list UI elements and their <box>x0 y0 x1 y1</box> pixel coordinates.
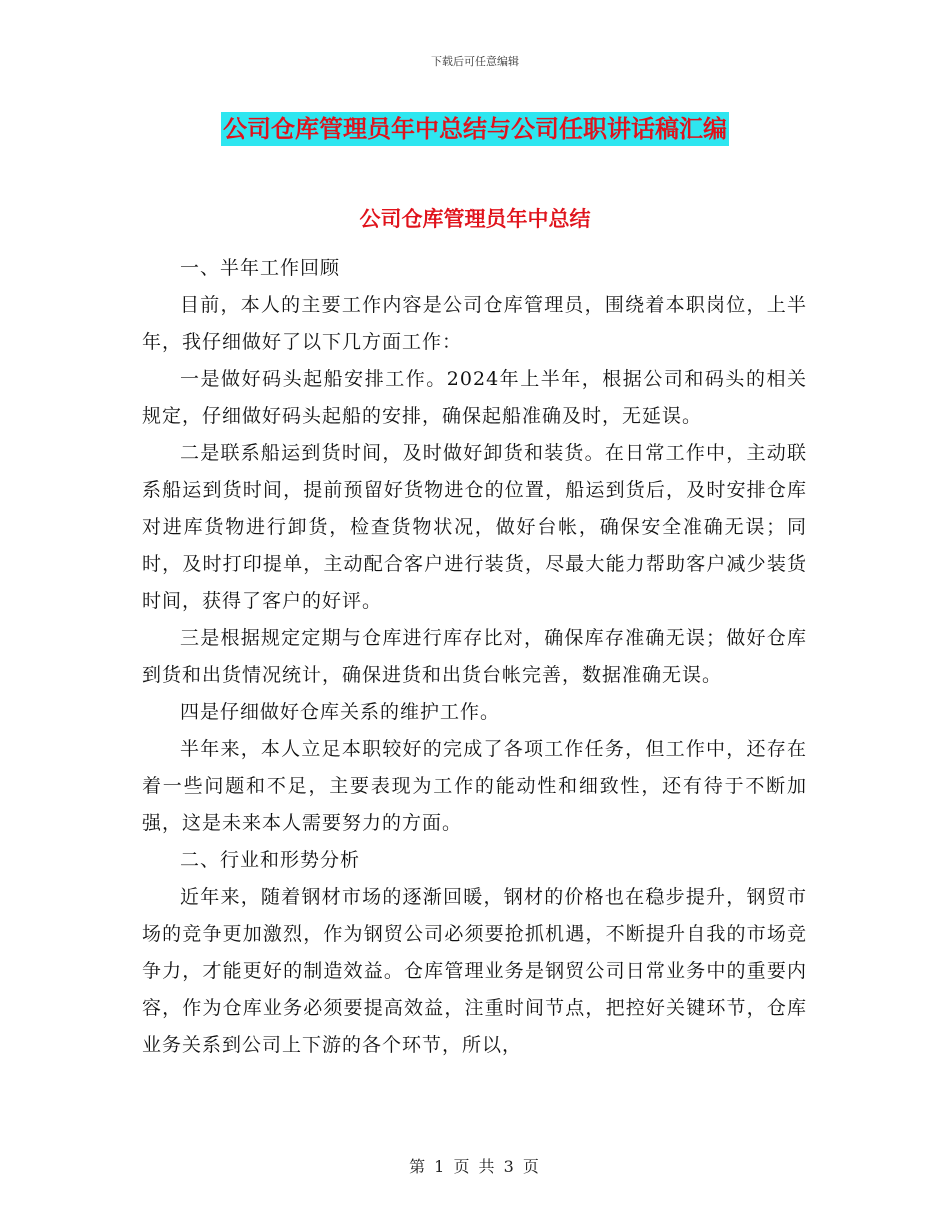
paragraph: 二是联系船运到货时间，及时做好卸货和装货。在日常工作中，主动联系船运到货时间，提前预留好货物进仓的位置，船运到货后，及时安排仓库对进库货物进行卸货，检查货物状况，做好台帐，确保安全准确无误；同时，及时打印提单，主动配合客户进行装货，尽最大能力帮助客户减少装货时间，获得了客户的好评。 <box>142 442 807 612</box>
paragraph: 一、半年工作回顾 <box>180 257 341 279</box>
paragraph: 二、行业和形势分析 <box>180 849 361 871</box>
main-title-wrap <box>0 112 950 146</box>
main-title: 公司仓库管理员年中总结与公司任职讲话稿汇编 <box>221 112 729 146</box>
page-footer: 第 1 页 共 3 页 <box>409 1157 541 1176</box>
paragraph: 四是仔细做好仓库关系的维护工作。 <box>180 701 501 723</box>
section-title: 公司仓库管理员年中总结 <box>359 207 591 231</box>
paragraph: 近年来，随着钢材市场的逐渐回暖，钢材的价格也在稳步提升，钢贸市场的竞争更加激烈，作为钢贸公司必须要抢抓机遇，不断提升自我的市场竞争力，才能更好的制造效益。仓库管理业务是钢贸公司日常业务中的重要内容，作为仓库业务必须要提高效益，注重时间节点，把控好关键环节，仓库业务关系到公司上下游的各个环节，所以， <box>142 886 807 1056</box>
paragraph: 半年来，本人立足本职较好的完成了各项工作任务，但工作中，还存在着一些问题和不足，主要表现为工作的能动性和细致性，还有待于不断加强，这是未来本人需要努力的方面。 <box>142 738 807 834</box>
document-body <box>142 250 807 1064</box>
paragraph: 目前，本人的主要工作内容是公司仓库管理员，围绕着本职岗位，上半年，我仔细做好了以下几方面工作： <box>142 294 807 353</box>
paragraph: 一是做好码头起船安排工作。2024年上半年，根据公司和码头的相关规定，仔细做好码头起船的安排，确保起船准确及时，无延误。 <box>142 368 807 427</box>
paragraph: 三是根据规定定期与仓库进行库存比对，确保库存准确无误；做好仓库到货和出货情况统计，确保进货和出货台帐完善，数据准确无误。 <box>142 627 807 686</box>
header-note: 下载后可任意编辑 <box>431 55 519 68</box>
